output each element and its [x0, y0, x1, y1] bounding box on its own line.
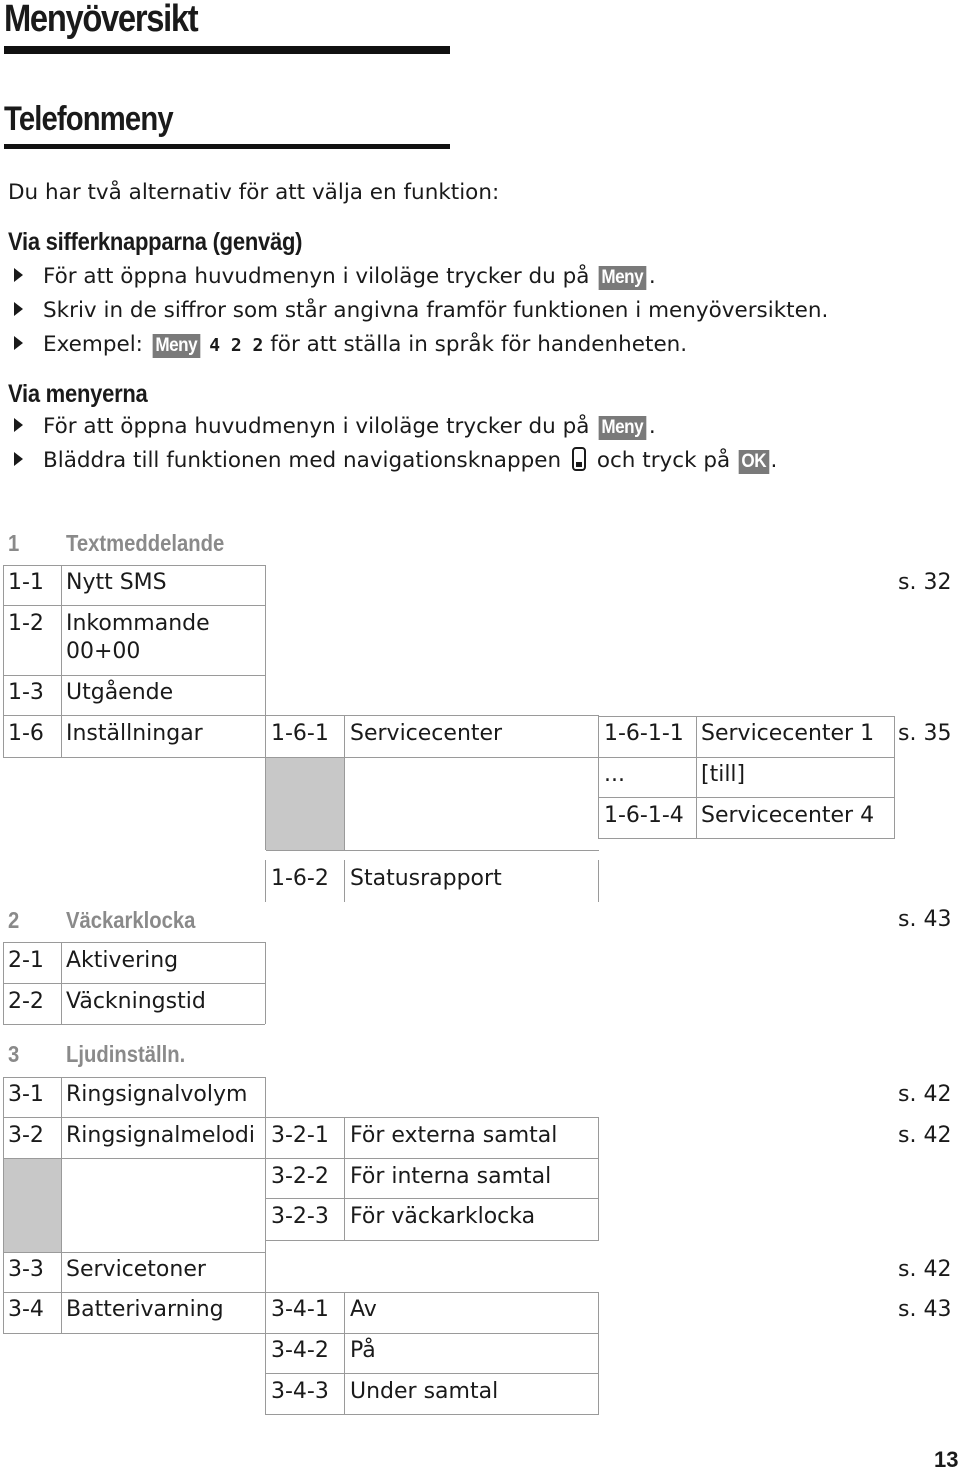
sub-number: 3-4-3 — [271, 1379, 329, 1404]
sub-number: 1-6-2 — [271, 866, 329, 891]
table-grid-line — [344, 1117, 345, 1240]
bullet-arrow-icon — [14, 452, 23, 466]
row-number: 2-1 — [8, 948, 44, 973]
subsub-name: Servicecenter 1 — [701, 721, 875, 746]
step-text: För att öppna huvudmenyn i viloläge trycker du på — [43, 264, 590, 289]
table-grid-line — [599, 716, 894, 717]
table-grid-line — [344, 860, 345, 902]
section-name: Textmeddelande — [66, 530, 225, 556]
table-grid-line — [265, 1414, 599, 1415]
table-grid-line — [3, 757, 894, 758]
page-ref: s. 43 — [898, 907, 952, 932]
section-title: Telefonmeny — [4, 100, 173, 138]
page-title: Menyöversikt — [4, 0, 198, 40]
bullet-arrow-icon — [14, 268, 23, 282]
row-number: 3-2 — [8, 1123, 44, 1148]
step-text: och tryck på — [596, 448, 731, 473]
step-end: . — [770, 448, 778, 473]
table-grid-line — [598, 1292, 599, 1414]
sub-name: På — [350, 1338, 376, 1363]
table-grid-line — [598, 1117, 599, 1240]
bullet-arrow-icon — [14, 302, 23, 316]
table-grid-line — [61, 942, 62, 1024]
table-grid-line — [3, 1252, 265, 1253]
row-name: Servicetoner — [66, 1257, 206, 1282]
digit-keys: 4 2 2 — [209, 335, 264, 356]
table-grid-line — [598, 860, 599, 902]
row-number: 3-1 — [8, 1082, 44, 1107]
section-number: 3 — [8, 1041, 20, 1067]
step-text: För att öppna huvudmenyn i viloläge trycker du på — [43, 414, 590, 439]
row-number: 1-3 — [8, 680, 44, 705]
table-grid-line — [344, 1292, 345, 1414]
table-grid-line — [61, 1077, 62, 1333]
table-grid-line — [265, 1373, 599, 1374]
row-name: Inkommande — [66, 611, 210, 636]
menu-key: Meny — [599, 416, 646, 440]
subsub-number: ... — [604, 762, 625, 787]
row-number: 3-3 — [8, 1257, 44, 1282]
shortcut-step-2 — [14, 298, 828, 323]
sub-name: För interna samtal — [350, 1164, 552, 1189]
table-grid-line — [3, 565, 265, 566]
sub-number: 1-6-1 — [271, 721, 329, 746]
sub-number: 3-2-3 — [271, 1204, 329, 1229]
navigation-key-icon — [572, 447, 586, 471]
table-grid-line — [599, 838, 894, 839]
table-grid-line — [266, 850, 599, 851]
table-grid-line — [3, 1024, 265, 1025]
row-name: Aktivering — [66, 948, 179, 973]
shaded-cell — [3, 1159, 61, 1252]
table-grid-line — [265, 860, 266, 902]
table-grid-line — [696, 716, 697, 839]
table-grid-line — [599, 797, 894, 798]
menu-key: Meny — [152, 334, 199, 358]
shortcut-heading: Via sifferknapparna (genväg) — [8, 228, 303, 256]
menus-heading: Via menyerna — [8, 380, 148, 408]
table-grid-line — [3, 715, 599, 716]
page-number: 13 — [934, 1447, 959, 1472]
page-ref: s. 42 — [898, 1257, 952, 1282]
table-grid-line — [265, 1198, 599, 1199]
subsub-name: Servicecenter 4 — [701, 803, 875, 828]
subsub-number: 1-6-1-1 — [604, 721, 684, 746]
section-number: 1 — [8, 530, 20, 556]
step-text: Bläddra till funktionen med navigationsknappen — [43, 448, 562, 473]
row-name: Inställningar — [66, 721, 203, 746]
bullet-arrow-icon — [14, 336, 23, 350]
table-grid-line — [3, 565, 4, 757]
sub-number: 3-4-2 — [271, 1338, 329, 1363]
page-ref: s. 35 — [898, 721, 952, 746]
menus-step-2 — [14, 448, 777, 474]
row-name: Ringsignalvolym — [66, 1082, 248, 1107]
sub-name: Under samtal — [350, 1379, 499, 1404]
step-end: . — [648, 264, 656, 289]
table-grid-line — [265, 1240, 599, 1241]
sub-name: Statusrapport — [350, 866, 502, 891]
shortcut-step-3 — [14, 332, 687, 358]
table-grid-line — [265, 716, 266, 850]
step-text: för att ställa in språk för handenheten. — [270, 332, 688, 357]
table-grid-line — [3, 675, 265, 676]
sub-number: 3-4-1 — [271, 1297, 329, 1322]
table-grid-line — [3, 942, 265, 943]
table-grid-line — [894, 716, 895, 839]
row-name-line2: 00+00 — [66, 639, 141, 664]
table-grid-line — [61, 565, 62, 757]
table-grid-line — [3, 1117, 599, 1118]
table-grid-line — [344, 716, 345, 850]
page-ref: s. 43 — [898, 1297, 952, 1322]
sub-name: Av — [350, 1297, 377, 1322]
row-name: Ringsignalmelodi — [66, 1123, 255, 1148]
page-ref: s. 32 — [898, 570, 952, 595]
section-name: Ljudinställn. — [66, 1041, 186, 1067]
menus-step-1 — [14, 414, 656, 440]
bullet-arrow-icon — [14, 418, 23, 432]
sub-name: För väckarklocka — [350, 1204, 536, 1229]
table-grid-line — [3, 1158, 599, 1159]
section-number: 2 — [8, 907, 20, 933]
sub-number: 3-2-1 — [271, 1123, 329, 1148]
table-grid-line — [265, 942, 266, 1024]
table-grid-line — [598, 716, 599, 839]
row-number: 1-2 — [8, 611, 44, 636]
table-grid-line — [3, 605, 265, 606]
section-name: Väckarklocka — [66, 907, 196, 933]
subtitle-rule — [4, 144, 450, 149]
row-name: Väckningstid — [66, 989, 206, 1014]
step-text: Skriv in de siffror som står angivna framför funktionen i menyöversikten. — [43, 298, 829, 323]
row-name: Nytt SMS — [66, 570, 167, 595]
intro-text: Du har två alternativ för att välja en funktion: — [8, 180, 500, 205]
page-ref: s. 42 — [898, 1082, 952, 1107]
row-number: 1-6 — [8, 721, 44, 746]
table-grid-line — [3, 1077, 265, 1078]
table-grid-line — [3, 1292, 599, 1293]
sub-name: Servicecenter — [350, 721, 503, 746]
table-grid-line — [265, 1077, 266, 1414]
table-grid-line — [3, 942, 4, 1024]
row-name: Utgående — [66, 680, 174, 705]
subsub-name: [till] — [701, 762, 746, 787]
sub-number: 3-2-2 — [271, 1164, 329, 1189]
table-grid-line — [3, 983, 265, 984]
row-number: 2-2 — [8, 989, 44, 1014]
shaded-cell — [266, 758, 344, 850]
table-grid-line — [3, 1333, 599, 1334]
title-rule — [4, 46, 450, 54]
row-name: Batterivarning — [66, 1297, 224, 1322]
menu-key: Meny — [599, 266, 646, 290]
row-number: 3-4 — [8, 1297, 44, 1322]
sub-name: För externa samtal — [350, 1123, 558, 1148]
page-ref: s. 42 — [898, 1123, 952, 1148]
row-number: 1-1 — [8, 570, 44, 595]
ok-key: OK — [739, 450, 769, 474]
subsub-number: 1-6-1-4 — [604, 803, 684, 828]
shortcut-step-1 — [14, 264, 656, 290]
example-label: Exempel: — [43, 332, 143, 357]
step-end: . — [648, 414, 656, 439]
table-grid-line — [3, 1077, 4, 1333]
